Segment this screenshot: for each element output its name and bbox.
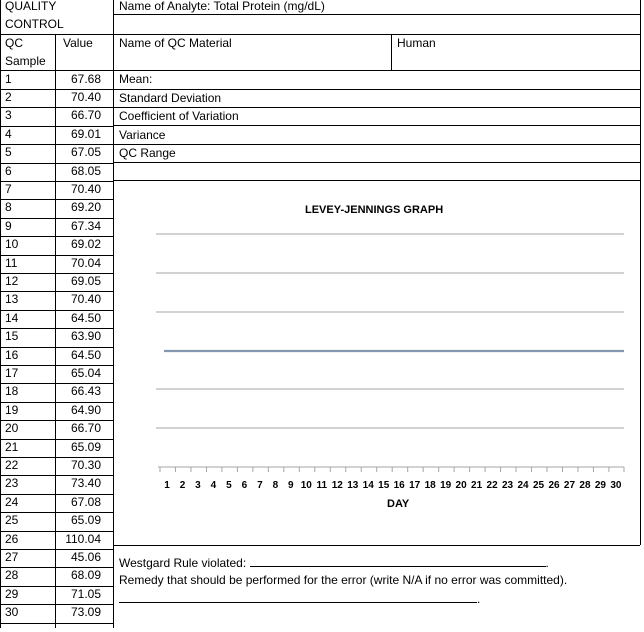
analyte-name: Name of Analyte: Total Protein (mg/dL) [119,0,325,13]
x-tick-label: 18 [424,480,436,491]
qc-range-label: QC Range [119,146,176,160]
x-tick-label: 27 [563,480,576,491]
sample-number: 11 [5,255,18,270]
sample-number: 25 [5,513,19,528]
grid-line [113,162,640,163]
sample-value: 110.04 [65,531,101,546]
x-tick-label: 28 [579,480,591,491]
sample-value: 65.09 [70,439,101,454]
sample-number: 10 [5,237,19,252]
sample-value: 69.05 [70,273,101,288]
sample-value: 73.40 [70,476,101,491]
remedy-end: . [477,592,481,606]
sample-number: 30 [5,605,19,620]
mean-label: Mean: [119,72,153,86]
value-header: Value [63,36,93,50]
x-tick-label: 11 [316,480,328,491]
sample-number: 8 [5,200,12,215]
x-tick-label: 9 [288,480,294,491]
sample-number: 20 [5,421,19,436]
grid-line [113,125,640,126]
x-tick-label: 1 [164,480,170,491]
sample-number: 18 [5,384,19,399]
graph-x-label: DAY [387,498,410,510]
sample-value: 66.70 [70,108,101,123]
sample-number: 15 [5,329,19,344]
grid-line [113,89,640,90]
sample-number: 5 [5,145,12,160]
x-tick-label: 8 [272,480,279,491]
sample-value: 64.50 [70,347,101,362]
sample-number: 14 [5,310,19,325]
sample-value: 69.02 [70,237,101,252]
westgard-answer-blank[interactable] [250,555,546,567]
sample-value: 65.09 [70,513,101,528]
qc-title-line2: CONTROL [5,17,64,31]
sample-value: 69.20 [70,200,101,215]
sample-number: 19 [5,402,19,417]
grid-line [113,180,640,181]
grid-line [0,34,640,35]
grid-line [113,144,640,145]
sample-value: 70.40 [70,292,101,307]
sample-value: 66.43 [70,384,101,399]
x-tick-label: 15 [378,480,390,491]
remedy-row [119,591,480,606]
sample-number: 28 [5,568,19,583]
x-tick-label: 2 [179,480,186,491]
variance-label: Variance [119,128,166,142]
x-tick-label: 24 [517,480,529,491]
remedy-answer-blank[interactable] [119,591,477,603]
sample-number: 4 [5,126,12,141]
graph-title: LEVEY-JENNINGS GRAPH [305,204,444,216]
sample-value: 70.30 [70,457,101,472]
x-tick-label: 25 [532,480,545,491]
sample-number: 24 [5,494,19,509]
sample-value: 64.90 [70,402,101,417]
grid-line [0,0,1,628]
sample-value: 68.05 [70,163,101,178]
sample-number: 2 [5,89,12,104]
sample-value: 69.01 [70,126,101,141]
x-tick-label: 10 [300,480,312,491]
sample-value: 67.08 [70,494,101,509]
x-tick-label: 16 [393,480,405,491]
x-tick-label: 6 [241,480,248,491]
sd-label: Standard Deviation [119,91,222,105]
x-tick-label: 3 [195,480,201,491]
remedy-label: Remedy that should be performed for the error (write N/A if no error was committed). [119,573,568,587]
x-tick-label: 4 [210,480,217,491]
sample-value: 67.68 [70,71,101,86]
sample-number: 21 [5,439,19,454]
sample-value: 63.90 [70,329,101,344]
qc-material-value: Human [397,36,436,50]
sample-number: 27 [5,549,19,564]
sample-number: 6 [5,163,12,178]
grid-line [113,545,640,546]
sample-number: 7 [5,181,12,196]
sample-value: 70.04 [70,255,101,270]
sample-number: 26 [5,531,19,546]
westgard-end: . [545,556,549,570]
x-tick-label: 29 [594,480,607,491]
westgard-label: Westgard Rule violated: [119,556,247,570]
x-tick-label: 22 [486,480,498,491]
westgard-row [119,555,549,570]
sample-value: 73.09 [70,605,101,620]
sample-number: 3 [5,108,12,123]
x-tick-label: 19 [440,480,452,491]
x-tick-label: 5 [226,480,232,491]
sample-value: 71.05 [70,586,101,601]
sample-value: 68.09 [70,568,101,583]
x-tick-label: 12 [331,480,343,491]
qc-material-label: Name of QC Material [119,36,232,50]
sample-number: 1 [5,71,12,86]
grid-line [391,34,392,70]
levey-jennings-graph [116,215,642,515]
sample-number: 16 [5,347,19,362]
x-tick-label: 30 [610,480,622,491]
x-tick-label: 13 [347,480,359,491]
grid-line [113,107,640,108]
x-tick-label: 17 [409,480,421,491]
qc-title-line1: QUALITY [5,0,57,13]
sample-number: 29 [5,586,19,601]
sample-number: 17 [5,365,19,380]
x-tick-label: 21 [471,480,483,491]
x-tick-label: 23 [501,480,514,491]
x-tick-label: 20 [455,480,467,491]
x-tick-label: 7 [257,480,263,491]
sample-value: 65.04 [70,365,101,380]
sample-value: 64.50 [70,310,101,325]
sample-number: 13 [5,292,19,307]
sample-header-line1: QC [5,36,23,50]
grid-line [0,623,113,624]
sample-value: 67.34 [70,218,101,233]
x-tick-label: 26 [548,480,560,491]
sample-value: 70.40 [70,181,101,196]
sample-value: 67.05 [70,145,101,160]
sample-header-line2: Sample [5,54,46,68]
sample-number: 22 [5,457,19,472]
sample-value: 70.40 [70,89,101,104]
grid-line [113,14,640,15]
cv-label: Coefficient of Variation [119,109,239,123]
sample-number: 12 [5,273,19,288]
sample-value: 66.70 [70,421,101,436]
sample-number: 23 [5,476,19,491]
sample-number: 9 [5,218,12,233]
x-tick-label: 14 [362,480,374,491]
grid-line [113,0,114,628]
sample-value: 45.06 [70,549,101,564]
